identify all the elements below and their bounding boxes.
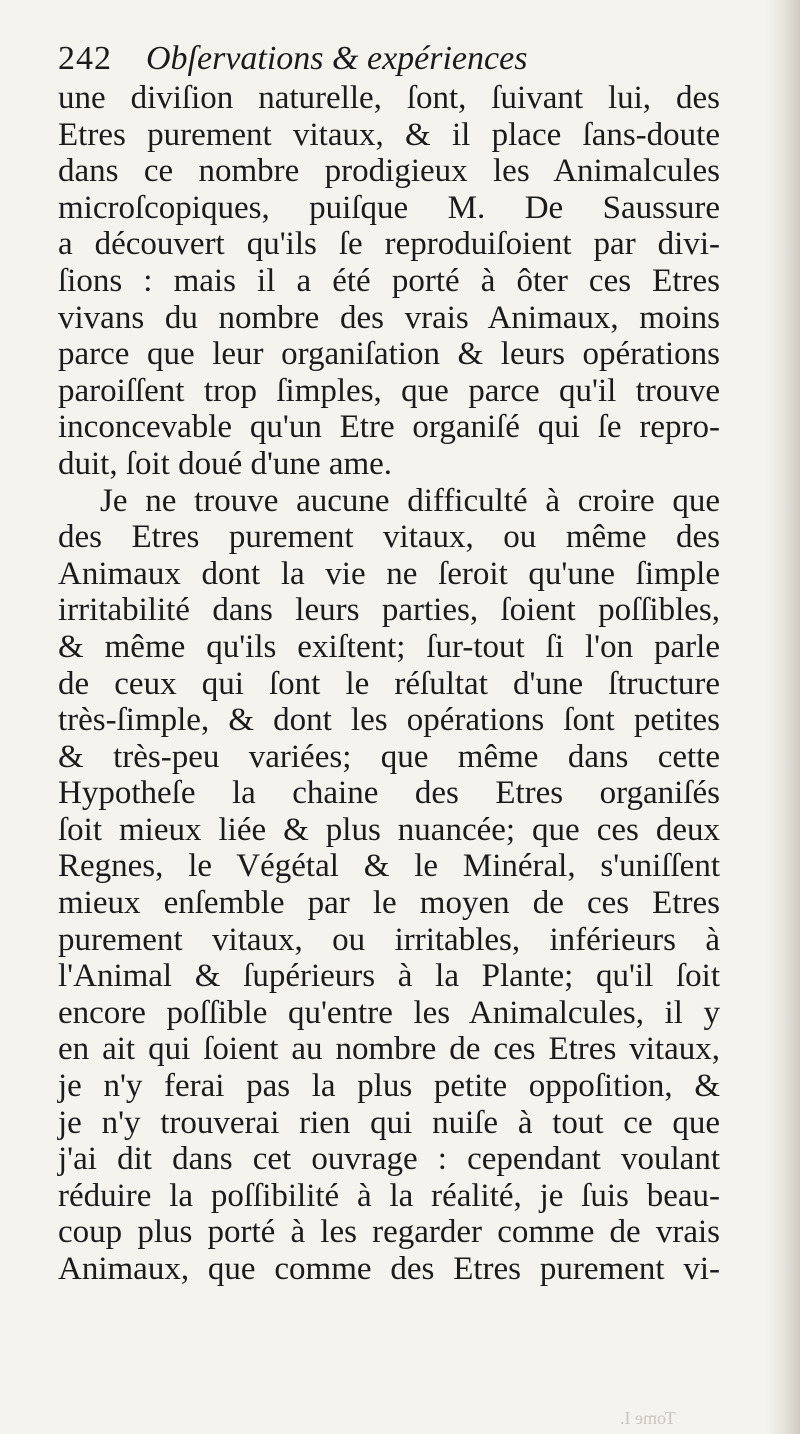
text-line: des Etres purement vitaux, ou même des bbox=[58, 519, 720, 556]
text-line: microſcopiques, puiſque M. De Saussure bbox=[58, 189, 720, 226]
text-line: en ait qui ſoient au nombre de ces Etres vitaux, bbox=[58, 1031, 720, 1068]
text-line: & même qu'ils exiſtent; ſur-tout ſi l'on parle bbox=[58, 628, 720, 665]
text-line: duit, ſoit doué d'une ame. bbox=[58, 445, 393, 482]
paragraph-2 bbox=[58, 483, 720, 1288]
text-line: je n'y ferai pas la plus petite oppoſition, & bbox=[58, 1068, 720, 1105]
page-edge-shadow bbox=[766, 0, 800, 1434]
page-number: 242 bbox=[58, 40, 112, 77]
text-line: de ceux qui ſont le réſultat d'une ſtructure bbox=[58, 665, 720, 702]
text-line: dans ce nombre prodigieux les Animalcules bbox=[58, 153, 720, 190]
text-line: j'ai dit dans cet ouvrage : cependant voulant bbox=[58, 1141, 720, 1178]
text-line: une diviſion naturelle, ſont, ſuivant lui, des bbox=[58, 80, 720, 116]
text-line: paroiſſent trop ſimples, que parce qu'il trouve bbox=[58, 372, 720, 409]
text-line: & très-peu variées; que même dans cette bbox=[58, 738, 720, 775]
text-line: Animaux, que comme des Etres purement vi- bbox=[58, 1251, 720, 1287]
text-line: encore poſſible qu'entre les Animalcules, il y bbox=[58, 994, 720, 1031]
text-line: je n'y trouverai rien qui nuiſe à tout ce que bbox=[58, 1104, 720, 1141]
text-line: Regnes, le Végétal & le Minéral, s'uniſſent bbox=[58, 848, 720, 885]
text-line: parce que leur organiſation & leurs opérations bbox=[58, 336, 720, 373]
running-title: Obſervations & expériences bbox=[146, 40, 528, 77]
text-line: Je ne trouve aucune difficulté à croire que bbox=[100, 482, 720, 519]
paragraph-1 bbox=[58, 80, 720, 483]
bleed-through-text: Tome I. bbox=[620, 1408, 676, 1428]
text-line: coup plus porté à les regarder comme de vrais bbox=[58, 1214, 720, 1251]
text-line: réduire la poſſibilité à la réalité, je ſuis beau- bbox=[58, 1177, 720, 1214]
page-body bbox=[58, 80, 720, 1288]
text-line: a découvert qu'ils ſe reproduiſoient par divi- bbox=[58, 226, 720, 263]
text-line: purement vitaux, ou irritables, inférieurs à bbox=[58, 921, 720, 958]
text-line: mieux enſemble par le moyen de ces Etres bbox=[58, 885, 720, 922]
text-line: Etres purement vitaux, & il place ſans-doute bbox=[58, 116, 720, 153]
text-line: ſions : mais il a été porté à ôter ces Etres bbox=[58, 262, 720, 299]
text-line: Hypotheſe la chaine des Etres organiſés bbox=[58, 775, 720, 812]
text-line: Animaux dont la vie ne ſeroit qu'une ſimple bbox=[58, 555, 720, 592]
text-line: ſoit mieux liée & plus nuancée; que ces deux bbox=[58, 811, 720, 848]
text-line: irritabilité dans leurs parties, ſoient poſſibles, bbox=[58, 592, 720, 629]
text-line: l'Animal & ſupérieurs à la Plante; qu'il ſoit bbox=[58, 958, 720, 995]
text-line: très-ſimple, & dont les opérations ſont petites bbox=[58, 702, 720, 739]
text-line: vivans du nombre des vrais Animaux, moins bbox=[58, 299, 720, 336]
text-line: inconcevable qu'un Etre organiſé qui ſe repro- bbox=[58, 409, 720, 446]
